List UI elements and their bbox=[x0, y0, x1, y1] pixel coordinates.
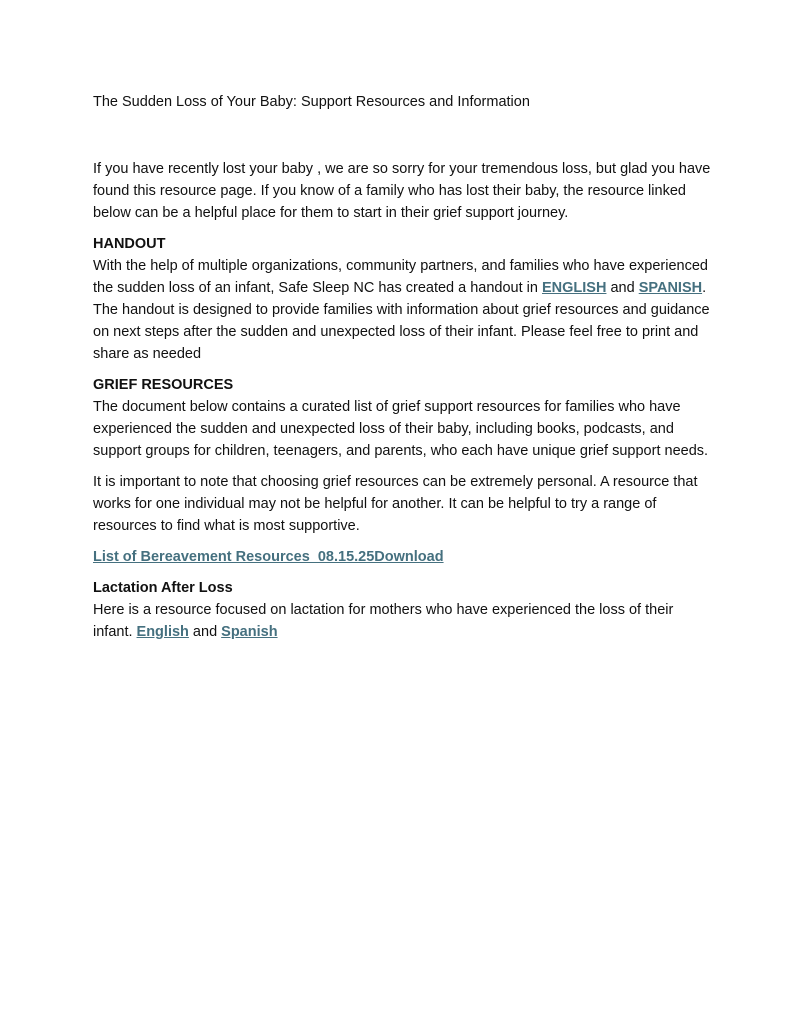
handout-paragraph bbox=[93, 255, 713, 365]
lactation-section bbox=[93, 577, 713, 643]
lactation-and-text: and bbox=[188, 624, 222, 640]
handout-heading: HANDOUT bbox=[93, 236, 166, 252]
lactation-paragraph bbox=[93, 599, 713, 643]
handout-text-after: . The handout is designed to provide families with information about grief resources and guidance on next steps after the sudden and unexpected loss of their infant. Please feel free to print and share as needed bbox=[93, 280, 710, 362]
page-title: The Sudden Loss of Your Baby: Support Resources and Information bbox=[93, 94, 530, 110]
intro-paragraph: If you have recently lost your baby , we are so sorry for your tremendous loss, but glad you have found this resource page. If you know of a family who has lost their baby, the resource linked below can be a helpful place for them to start in their grief support journey. bbox=[93, 161, 711, 221]
grief-resources-heading: GRIEF RESOURCES bbox=[93, 377, 234, 393]
handout-spanish-link[interactable]: SPANISH bbox=[638, 280, 703, 296]
handout-text-before: With the help of multiple organizations, community partners, and families who have experienced the sudden loss of an infant, Safe Sleep NC has created a handout in bbox=[93, 258, 708, 296]
document-content bbox=[93, 92, 713, 643]
bereavement-resources-download-link[interactable]: List of Bereavement Resources_08.15.25Download bbox=[93, 549, 444, 565]
handout-section bbox=[93, 233, 713, 365]
grief-resources-paragraph-1: The document below contains a curated list of grief support resources for families who have experienced the sudden and unexpected loss of their baby, including books, podcasts, and support groups for children, teenagers, and parents, who each have unique grief support needs. bbox=[93, 399, 709, 459]
lactation-heading: Lactation After Loss bbox=[93, 580, 233, 596]
lactation-spanish-link[interactable]: Spanish bbox=[221, 624, 278, 640]
lactation-english-link[interactable]: English bbox=[136, 624, 189, 640]
handout-english-link[interactable]: ENGLISH bbox=[542, 280, 607, 296]
grief-resources-section bbox=[93, 374, 713, 568]
lactation-text: Here is a resource focused on lactation for mothers who have experienced the loss of their infant. bbox=[93, 602, 674, 640]
grief-resources-paragraph-2: It is important to note that choosing grief resources can be extremely personal. A resource that works for one individual may not be helpful for another. It can be helpful to try a range of resources to find what is most supportive. bbox=[93, 474, 698, 534]
bereavement-download-paragraph bbox=[93, 546, 713, 568]
handout-and-text: and bbox=[606, 280, 639, 296]
